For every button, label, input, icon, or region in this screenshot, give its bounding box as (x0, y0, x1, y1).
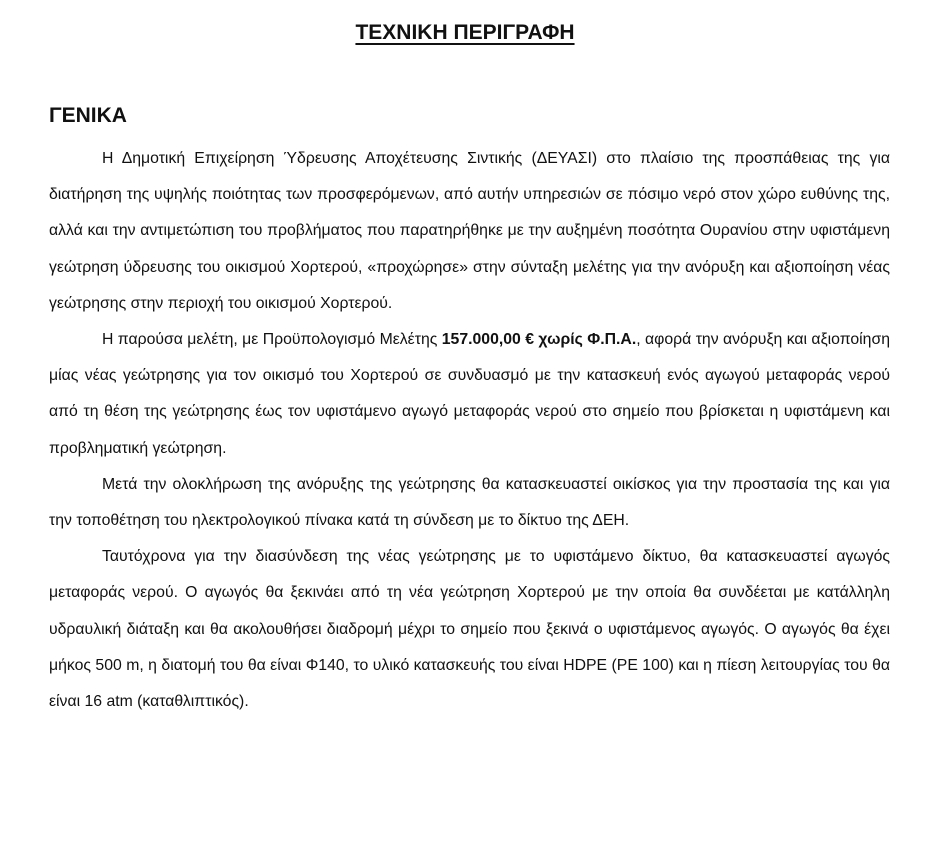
document-title-text: ΤΕΧΝΙΚΗ ΠΕΡΙΓΡΑΦΗ (355, 21, 575, 44)
paragraph-intro: Η Δημοτική Επιχείρηση Ύδρευσης Αποχέτευσης Σιντικής (ΔΕΥΑΣΙ) στο πλαίσιο της προσπάθειας της για διατήρηση της υψηλής ποιότητας των προσφερόμενων, από αυτήν υπηρεσιών σε πόσιμο νερό στον χώρο ευθύνης της, αλλά και την αντιμετώπιση του προβλήματος που παρατηρήθηκε με την αυξημένη ποσότητα Ουρανίου στην υφιστάμενη γεώτρηση ύδρευσης του οικισμού Χορτερού, «προχώρησε» στην σύνταξη μελέτης για την ανόρυξη και αξιοποίηση νέας γεώτρησης στην περιοχή του οικισμού Χορτερού. (49, 150, 890, 312)
document-title (0, 18, 930, 48)
section-heading-general: ΓΕΝΙΚΑ (49, 104, 127, 127)
paragraph-kiosk: Μετά την ολοκλήρωση της ανόρυξης της γεώτρησης θα κατασκευαστεί οικίσκος για την προστασία της και για την τοποθέτηση του ηλεκτρολογικού πίνακα κατά τη σύνδεση με το δίκτυο της ΔΕΗ. (49, 475, 890, 530)
paragraph-budget-rest: , αφορά την ανόρυξη και αξιοποίηση μίας νέας γεώτρησης για τον οικισμό του Χορτερού σε συνδυασμό με την κατασκευή ενός αγωγού μεταφοράς νερού από τη θέση της γεώτρησης έως τον υφιστάμενο αγωγό μεταφοράς νερού στο σημείο που βρίσκεται η υφιστάμενη και προβληματική γεώτρηση. (49, 331, 891, 457)
document-body (49, 141, 890, 720)
paragraph-pipeline: Ταυτόχρονα για την διασύνδεση της νέας γεώτρησης με το υφιστάμενο δίκτυο, θα κατασκευαστεί αγωγός μεταφοράς νερού. Ο αγωγός θα ξεκινάει από τη νέα γεώτρηση Χορτερού με την οποία θα συνδέεται με κατάλληλη υδραυλική διάταξη και θα ακολουθήσει διαδρομή μέχρι το σημείο που ξεκινά ο υφιστάμενος αγωγός. Ο αγωγός θα έχει μήκος 500 m, η διατομή του θα είναι Φ140, το υλικό κατασκευής του είναι HDPE (PE 100) και η πίεση λειτουργίας του θα είναι 16 atm (καταθλιπτικός). (49, 548, 890, 711)
paragraph-budget (49, 322, 890, 467)
budget-amount: 157.000,00 € χωρίς Φ.Π.Α. (441, 331, 637, 349)
paragraph-budget-lead: Η παρούσα μελέτη, με Προϋπολογισμό Μελέτης (102, 331, 442, 349)
